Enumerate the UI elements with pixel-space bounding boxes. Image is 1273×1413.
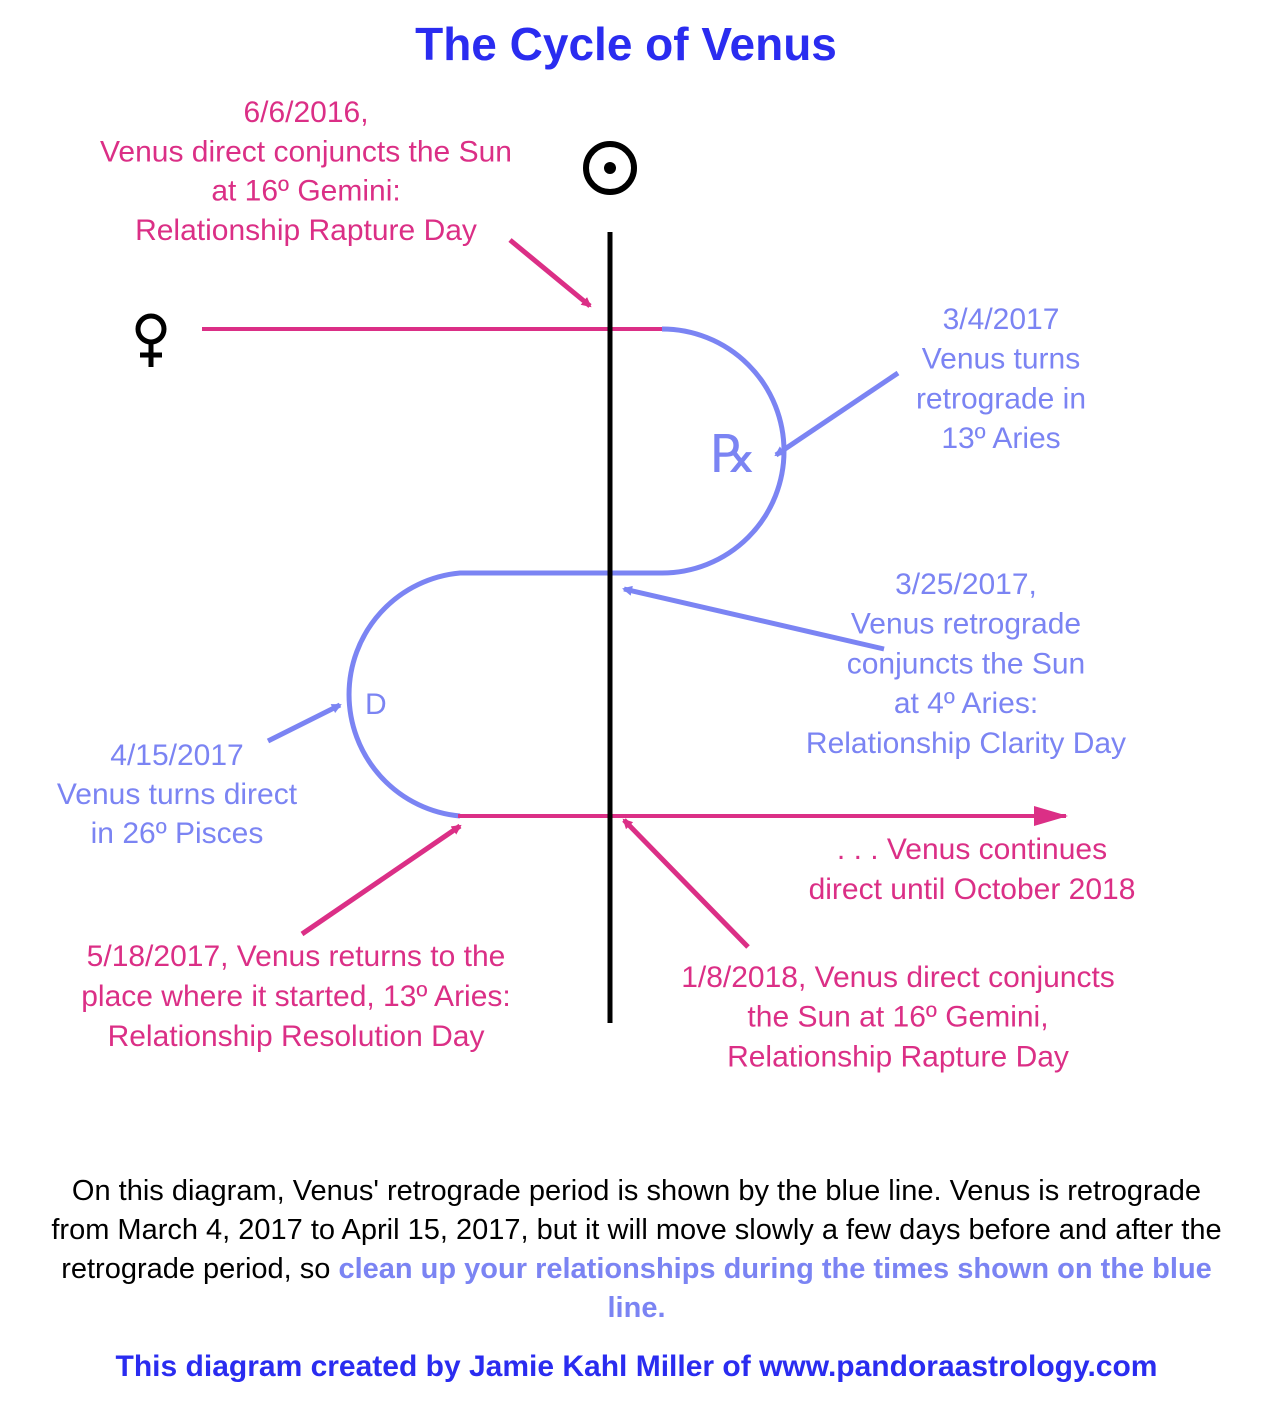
retrograde-path xyxy=(349,329,784,816)
annotation-retrograde-conjunction-line: Venus retrograde xyxy=(850,607,1082,641)
diagram-title: The Cycle of Venus xyxy=(415,18,837,70)
annotation-return-line: 5/18/2017, Venus returns to the xyxy=(86,940,506,973)
annotation-retrograde-station-line: 13º Aries xyxy=(941,422,1061,456)
annotation-continues-line: . . . Venus continues xyxy=(836,833,1108,866)
annotation-direct-station-line: Venus turns direct xyxy=(56,778,298,811)
annotation-retrograde-conjunction-line: 3/25/2017, xyxy=(895,568,1037,601)
credit-line: This diagram created by Jamie Kahl Miller of www.pandoraastrology.com xyxy=(115,1350,1158,1383)
annotation-retrograde-conjunction-line: Relationship Clarity Day xyxy=(805,726,1127,760)
annotation-conjunction-2016-line: Venus direct conjuncts the Sun xyxy=(100,135,512,169)
explanation-note-highlight: clean up your relationships during the times shown on the blue line. xyxy=(338,1253,1212,1324)
annotation-return xyxy=(81,940,511,1053)
annotation-retrograde-conjunction xyxy=(806,568,1126,760)
annotation-direct-station xyxy=(57,739,298,850)
annotation-continues-line: direct until October 2018 xyxy=(808,873,1136,906)
arrow-retrograde-station xyxy=(776,373,898,455)
venus-symbol-icon xyxy=(138,316,164,367)
retrograde-symbol: ℞ xyxy=(710,425,757,485)
annotation-retrograde-station-line: retrograde in xyxy=(915,382,1087,416)
annotation-conjunction-2016-line: at 16º Gemini: xyxy=(211,174,401,208)
annotation-direct-station-line: in 26º Pisces xyxy=(90,817,264,850)
annotation-retrograde-conjunction-line: at 4º Aries: xyxy=(893,687,1039,721)
annotation-retrograde-station xyxy=(916,303,1086,455)
explanation-note xyxy=(40,1172,1233,1328)
arrow-conjunction-2016 xyxy=(510,240,590,306)
annotation-continues xyxy=(809,833,1136,906)
annotation-return-line: place where it started, 13º Aries: xyxy=(81,980,511,1013)
annotation-conjunction-2018-line: 1/8/2018, Venus direct conjuncts xyxy=(681,961,1115,994)
annotation-direct-station-line: 4/15/2017 xyxy=(110,739,244,772)
annotation-retrograde-station-line: Venus turns xyxy=(921,342,1081,376)
annotation-conjunction-2016 xyxy=(100,96,512,247)
annotation-conjunction-2016-line: 6/6/2016, xyxy=(243,96,369,129)
annotation-retrograde-station-line: 3/4/2017 xyxy=(942,303,1060,336)
sun-symbol-icon xyxy=(586,144,634,192)
annotation-retrograde-conjunction-line: conjuncts the Sun xyxy=(846,647,1086,681)
arrow-retrograde-conjunction xyxy=(624,589,884,649)
explanation-note-text: On this diagram, Venus' retrograde period is shown by the blue line. Venus is retrograde from March 4, 2017 to April 15, 2017, but it will move slowly a few days before and after the retrograde period, so xyxy=(51,1175,1222,1285)
annotation-conjunction-2018-line: the Sun at 16º Gemini, xyxy=(747,1000,1049,1034)
annotation-conjunction-2018 xyxy=(681,961,1115,1073)
direct-symbol: D xyxy=(365,688,387,721)
annotation-conjunction-2016-line: Relationship Rapture Day xyxy=(135,213,477,247)
arrow-return xyxy=(302,826,460,934)
arrow-direct-station xyxy=(268,705,340,741)
annotation-conjunction-2018-line: Relationship Rapture Day xyxy=(727,1040,1069,1074)
annotation-return-line: Relationship Resolution Day xyxy=(107,1020,485,1053)
arrow-conjunction-2018 xyxy=(624,820,748,947)
